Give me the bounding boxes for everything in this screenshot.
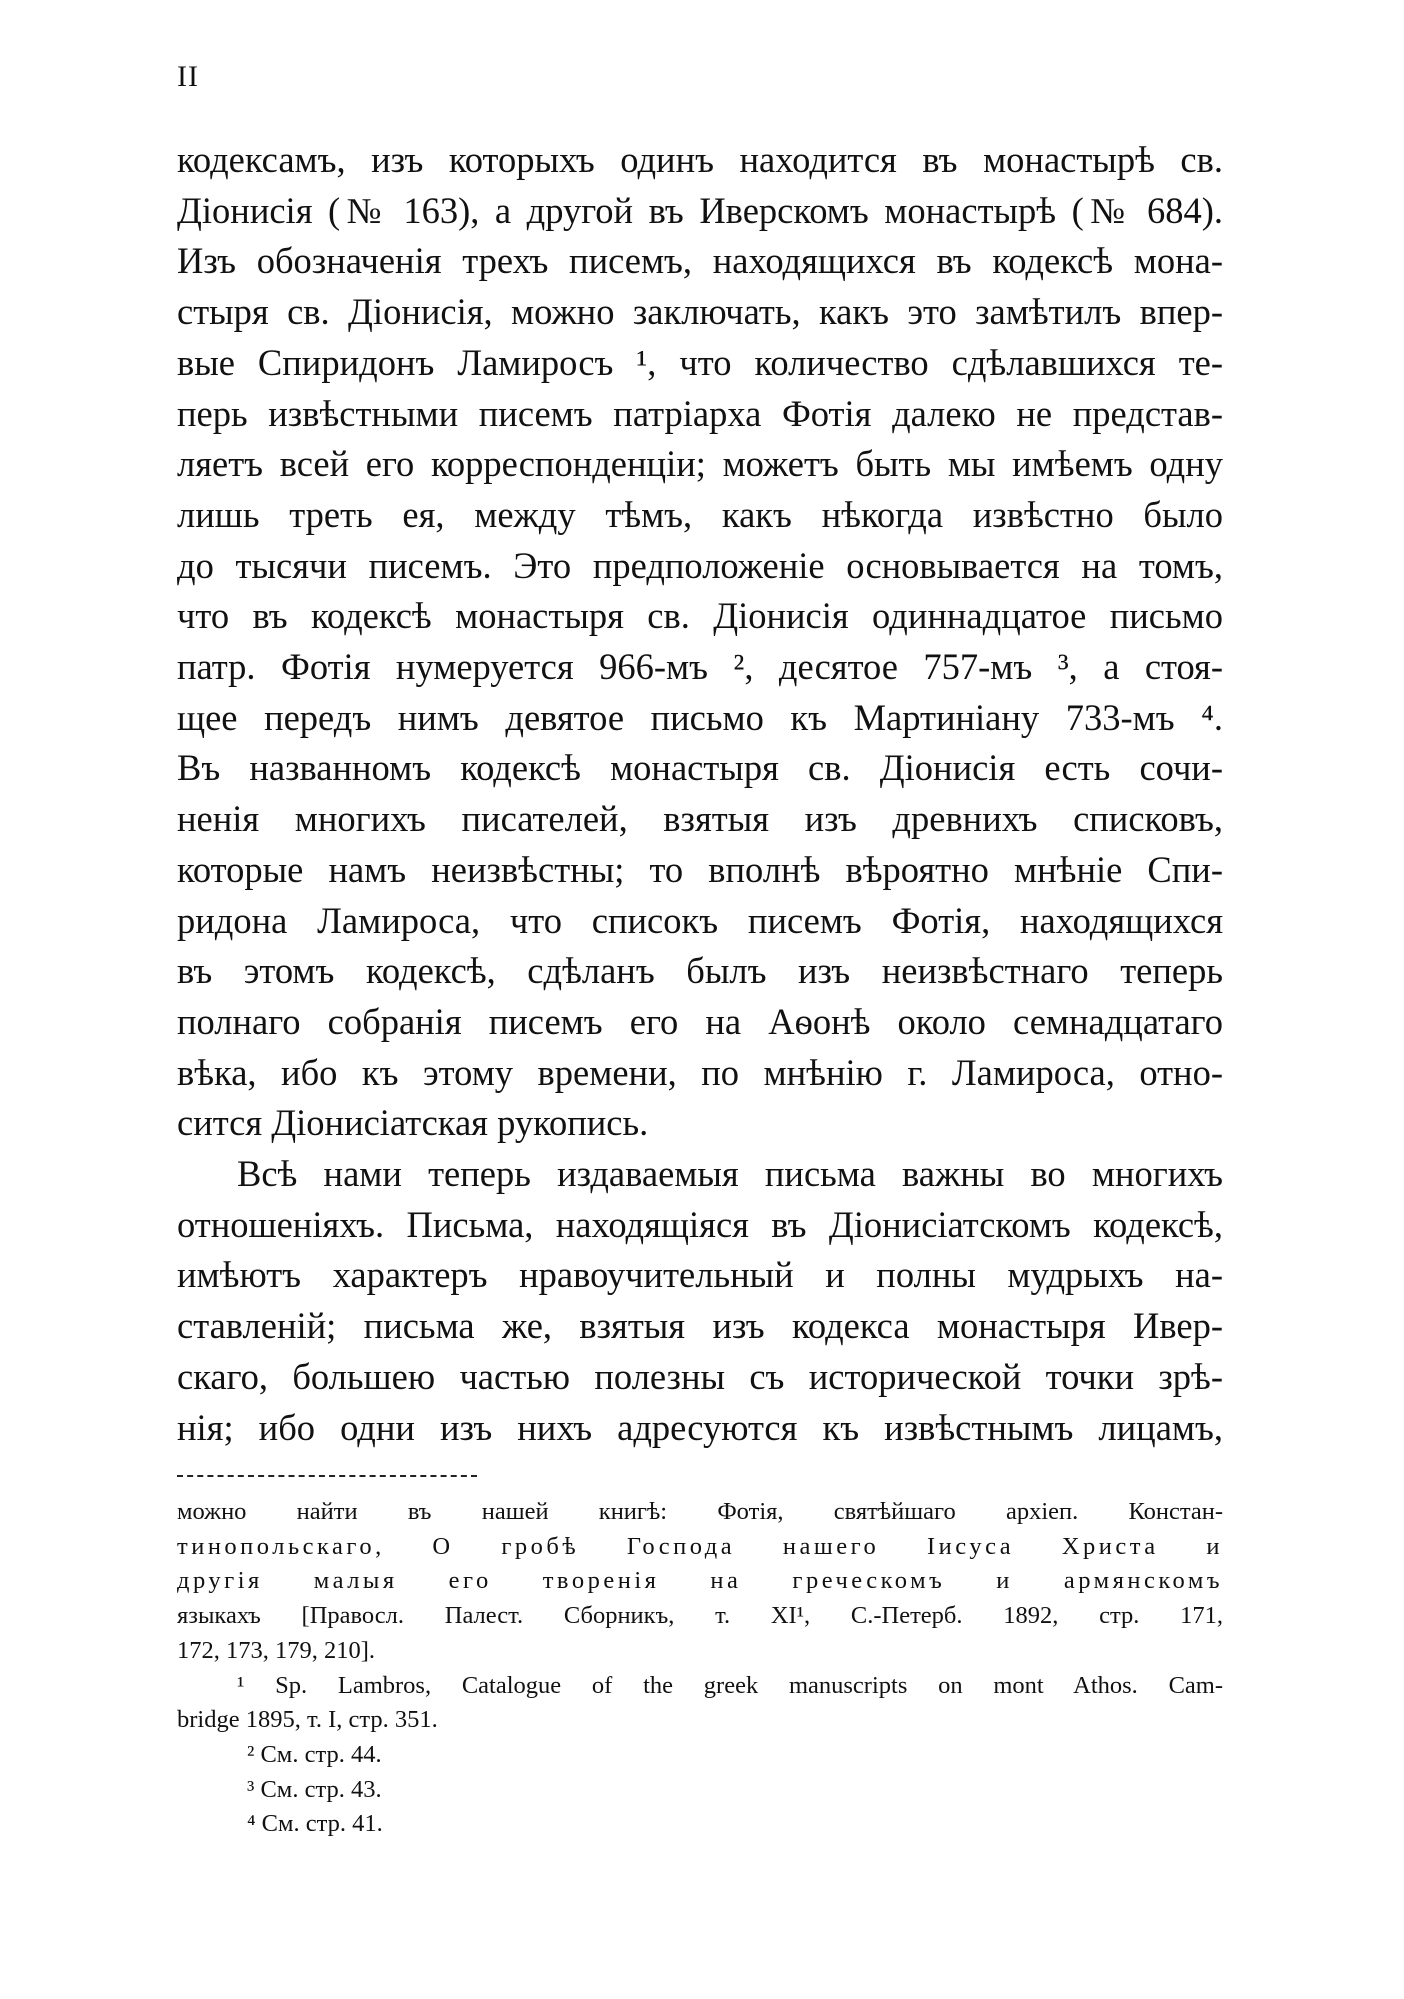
- text-line: ставленій; письма же, взятыя изъ кодекса монастыря Ивер-: [177, 1305, 1223, 1347]
- paragraph-start-line: Всѣ нами теперь издаваемыя письма важны во многихъ: [237, 1153, 1223, 1195]
- text-line: Діонисія (№ 163), а другой въ Иверскомъ монастырѣ (№ 684).: [177, 189, 1223, 231]
- footnote-1: ¹ Sp. Lambros, Catalogue of the greek manuscripts on mont Athos. Cam-: [237, 1671, 1223, 1699]
- text-line: кодексамъ, изъ которыхъ одинъ находится въ монастырѣ св.: [177, 139, 1223, 180]
- text-line: стыря св. Діонисія, можно заключать, какъ это замѣтилъ впер-: [177, 291, 1223, 333]
- footnote-3: ³ См. стр. 43.: [247, 1775, 382, 1803]
- footnote-line: тинопольскаго, О гробѣ Господа нашего Іисуса Христа и: [177, 1532, 1223, 1560]
- footnote-line: bridge 1895, т. I, стр. 351.: [177, 1706, 438, 1734]
- paragraph-end-line: сится Діонисіатская рукопись.: [177, 1102, 649, 1144]
- text-line: патр. Фотія нумеруется 966-мъ ², десятое 757-мъ ³, а стоя-: [177, 646, 1223, 688]
- text-line: Въ названномъ кодексѣ монастыря св. Діонисія есть сочи-: [177, 747, 1223, 789]
- text-line: отношеніяхъ. Письма, находящіяся въ Діонисіатскомъ кодексѣ,: [177, 1203, 1223, 1245]
- page-number: II: [177, 60, 199, 93]
- text-line: вѣка, ибо къ этому времени, по мнѣнію г. Ламироса, отно-: [177, 1051, 1223, 1093]
- text-line: ридона Ламироса, что списокъ писемъ Фотія, находящихся: [177, 899, 1223, 941]
- text-line: лишь треть ея, между тѣмъ, какъ нѣкогда извѣстно было: [177, 493, 1223, 535]
- footnote-line: 172, 173, 179, 210].: [177, 1636, 376, 1664]
- text-line: нія; ибо одни изъ нихъ адресуются къ извѣстнымъ лицамъ,: [177, 1406, 1223, 1448]
- footnotes: [177, 1495, 1223, 1842]
- text-line: имѣютъ характеръ нравоучительный и полны мудрыхъ на-: [177, 1254, 1223, 1296]
- footnote-4: ⁴ См. стр. 41.: [247, 1810, 383, 1838]
- text-line: вые Спиридонъ Ламиросъ ¹, что количество сдѣлавшихся те-: [177, 341, 1223, 383]
- text-line: ненія многихъ писателей, взятыя изъ древнихъ списковъ,: [177, 798, 1223, 840]
- text-line: въ этомъ кодексѣ, сдѣланъ былъ изъ неизвѣстнаго теперь: [177, 950, 1223, 992]
- body-text: [177, 135, 1223, 1453]
- text-line: Изъ обозначенія трехъ писемъ, находящихся въ кодексѣ мона-: [177, 240, 1223, 282]
- text-line: ляетъ всей его корреспонденціи; можетъ быть мы имѣемъ одну: [177, 443, 1223, 485]
- footnote-line: другія малыя его творенія на греческомъ и армянскомъ: [177, 1567, 1223, 1595]
- text-line: перь извѣстными писемъ патріарха Фотія далеко не представ-: [177, 392, 1223, 434]
- footnote-separator: [177, 1475, 477, 1477]
- footnote-line: языкахъ [Правосл. Палест. Сборникъ, т. XI¹, С.-Петерб. 1892, стр. 171,: [177, 1602, 1223, 1630]
- footnote-line: можно найти въ нашей книгѣ: Фотія, святѣйшаго архіеп. Констан-: [177, 1498, 1223, 1525]
- text-line: скаго, большею частью полезны съ исторической точки зрѣ-: [177, 1355, 1223, 1397]
- footnote-2: ² См. стр. 44.: [247, 1740, 382, 1768]
- text-line: щее передъ нимъ девятое письмо къ Мартиніану 733-мъ ⁴.: [177, 696, 1223, 738]
- text-line: до тысячи писемъ. Это предположеніе основывается на томъ,: [177, 544, 1223, 586]
- text-line: которые намъ неизвѣстны; то вполнѣ вѣроятно мнѣніе Спи-: [177, 848, 1223, 890]
- text-line: что въ кодексѣ монастыря св. Діонисія одиннадцатое письмо: [177, 595, 1223, 637]
- text-line: полнаго собранія писемъ его на Аѳонѣ около семнадцатаго: [177, 1000, 1223, 1042]
